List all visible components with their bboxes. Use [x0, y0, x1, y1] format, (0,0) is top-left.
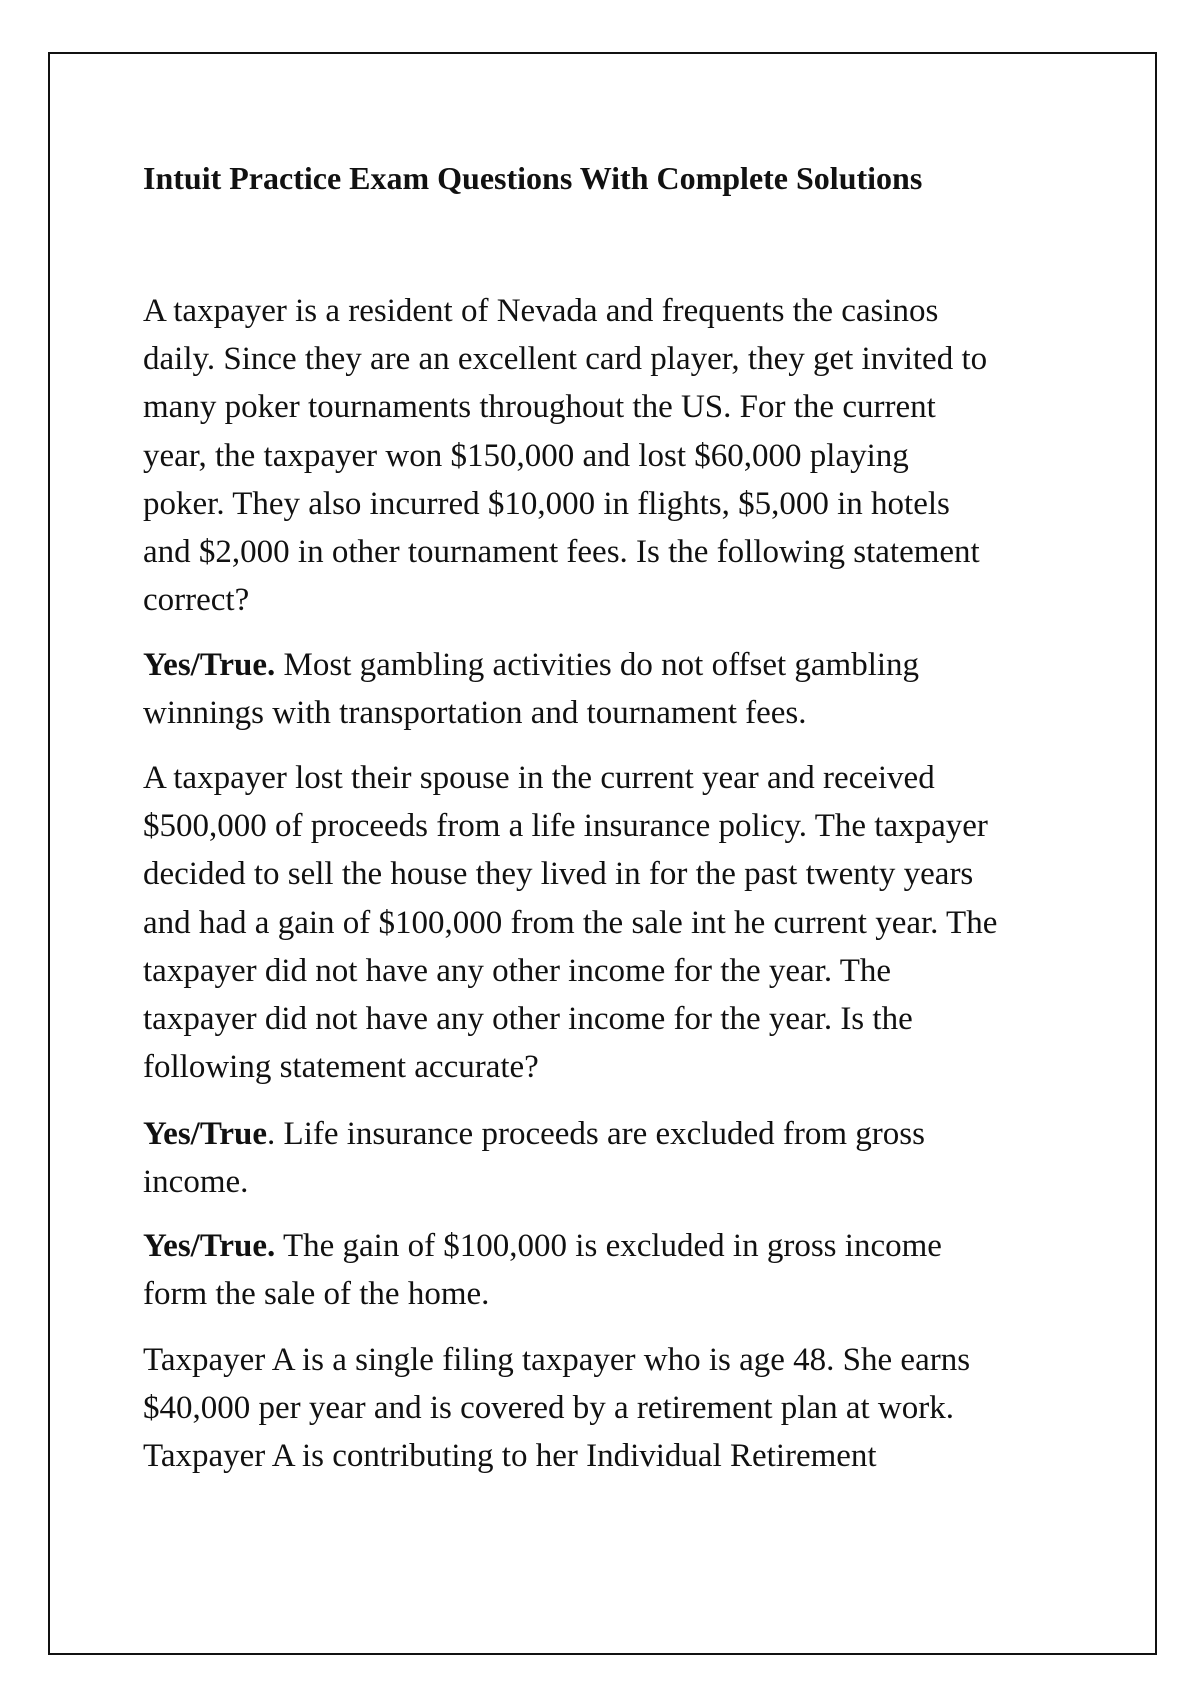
text-line: poker. They also incurred $10,000 in flights, $5,000 in hotels: [143, 485, 950, 522]
answer-text: Most gambling activities do not offset gambling: [275, 647, 920, 683]
answer-1: [143, 641, 919, 737]
text-line: A taxpayer lost their spouse in the current year and received: [143, 760, 935, 796]
text-line: and had a gain of $100,000 from the sale int he current year. The: [143, 904, 998, 941]
document-title: Intuit Practice Exam Questions With Complete Solutions: [143, 160, 923, 196]
answer-text: . Life insurance proceeds are excluded from gross: [267, 1116, 925, 1152]
text-line: and $2,000 in other tournament fees. Is the following statement: [143, 534, 980, 571]
text-line: taxpayer did not have any other income for the year. Is the: [143, 1001, 913, 1038]
text-line: Taxpayer A is contributing to her Individual Retirement: [143, 1438, 877, 1475]
question-2: [143, 754, 997, 1091]
answer-text: The gain of $100,000 is excluded in gross income: [275, 1228, 942, 1264]
text-line: A taxpayer is a resident of Nevada and frequents the casinos: [143, 293, 939, 329]
answer-label: Yes/True.: [143, 1228, 276, 1264]
answer-text: form the sale of the home.: [143, 1276, 490, 1313]
text-line: Taxpayer A is a single filing taxpayer who is age 48. She earns: [143, 1342, 971, 1378]
answer-text: winnings with transportation and tournament fees.: [143, 695, 807, 732]
answer-2: [143, 1110, 925, 1206]
text-line: daily. Since they are an excellent card player, they get invited to: [143, 341, 988, 378]
text-line: $500,000 of proceeds from a life insurance policy. The taxpayer: [143, 808, 988, 845]
question-1: [143, 287, 987, 624]
text-line: taxpayer did not have any other income for the year. The: [143, 952, 892, 989]
answer-3: [143, 1222, 942, 1318]
answer-label: Yes/True: [143, 1116, 268, 1152]
answer-label: Yes/True.: [143, 647, 276, 683]
text-line: $40,000 per year and is covered by a retirement plan at work.: [143, 1390, 954, 1427]
text-line: decided to sell the house they lived in for the past twenty years: [143, 856, 974, 893]
answer-text: income.: [143, 1164, 249, 1201]
text-line: correct?: [143, 582, 250, 619]
text-line: year, the taxpayer won $150,000 and lost $60,000 playing: [143, 437, 909, 474]
question-3: [143, 1336, 970, 1481]
text-line: many poker tournaments throughout the US. For the current: [143, 389, 936, 426]
text-line: following statement accurate?: [143, 1049, 539, 1086]
